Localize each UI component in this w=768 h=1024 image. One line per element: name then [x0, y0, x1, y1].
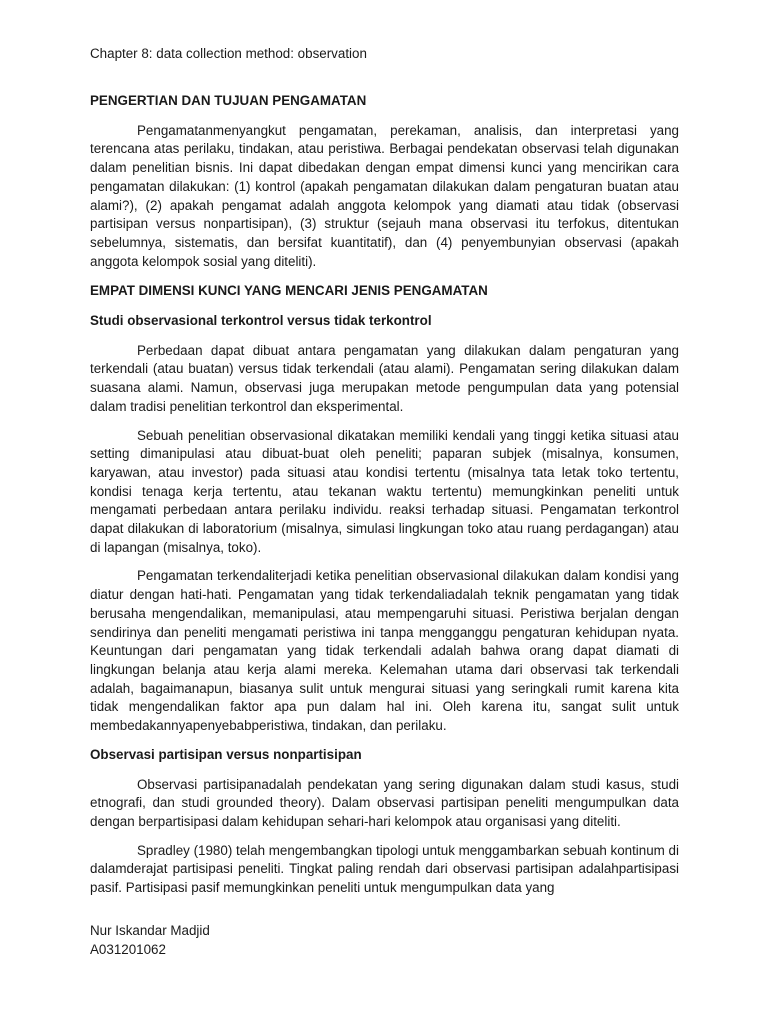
author-name: Nur Iskandar Madjid — [90, 923, 210, 938]
paragraph: Observasi partisipanadalah pendekatan yang sering digunakan dalam studi kasus, studi etnografi, dan studi grounded theory). Dalam observasi partisipan peneliti mengumpulkan data dengan berpartisipasi dalam kehidupan sehari-hari kelompok atau organisasi yang diteliti. — [90, 776, 679, 829]
section-title-empat-dimensi: EMPAT DIMENSI KUNCI YANG MENCARI JENIS PENGAMATAN — [90, 283, 488, 299]
paragraph: Perbedaan dapat dibuat antara pengamatan yang dilakukan dalam pengaturan yang terkendali (atau buatan) versus tidak terkendali (atau alami). Pengamatan sering dilakukan dalam suasana alami. Namun, observasi juga merupakan metode pengumpulan data yang potensial dalam tradisi penelitian terkontrol dan eksperimental. — [90, 342, 679, 414]
subsection-title-terkontrol: Studi observasional terkontrol versus tidak terkontrol — [90, 313, 432, 329]
paragraph: Spradley (1980) telah mengembangkan tipologi untuk menggambarkan sebuah kontinum di dalamderajat partisipasi peneliti. Tingkat paling rendah dari observasi partisipan adalahpartisipasi pasif. Partisipasi pasif memungkinkan peneliti untuk mengumpulkan data yang — [90, 842, 679, 896]
student-id: A031201062 — [90, 941, 166, 957]
page-footer — [90, 922, 210, 959]
subsection-title-partisipan: Observasi partisipan versus nonpartisipan — [90, 746, 362, 762]
chapter-header: Chapter 8: data collection method: observation — [90, 46, 367, 61]
paragraph: Pengamatanmenyangkut pengamatan, perekaman, analisis, dan interpretasi yang terencana atas perilaku, tindakan, atau peristiwa. Berbagai pendekatan observasi telah digunakan dalam penelitian bisnis. Ini dapat dibedakan dengan empat dimensi kunci yang mencirikan cara pengamatan dilakukan: (1) kontrol (apakah pengamatan dilakukan dalam pengaturan buatan atau alami?), (2) apakah pengamat adalah anggota kelompok yang diamati atau tidak (observasi partisipan versus nonpartisipan), (3) struktur (sejauh mana observasi itu terfokus, ditentukan sebelumnya, sistematis, dan bersifat kuantitatif), dan (4) penyembunyian observasi (apakah anggota kelompok sosial yang diteliti). — [90, 122, 679, 269]
paragraph: Pengamatan terkendaliterjadi ketika penelitian observasional dilakukan dalam kondisi yang diatur dengan hati-hati. Pengamatan yang tidak terkendaliadalah teknik pengamatan yang tidak berusaha mengendalikan, memanipulasi, atau mempengaruhi situasi. Peristiwa berjalan dengan sendirinya dan peneliti mengamati peristiwa ini tanpa mengganggu pengaturan kehidupan nyata. Keuntungan dari pengamatan yang tidak terkendali adalah bahwa orang dapat diamati di lingkungan belanja atau kerja alami mereka. Kelemahan utama dari observasi tak terkendali adalah, bagaimanapun, biasanya sulit untuk mengurai situasi yang seringkali rumit karena kita tidak mengendalikan faktor apa pun dalam hal ini. Oleh karena itu, sangat sulit untuk membedakannyapenyebabperistiwa, tindakan, dan perilaku. — [90, 568, 679, 734]
paragraph: Sebuah penelitian observasional dikatakan memiliki kendali yang tinggi ketika situasi atau setting dimanipulasi atau dibuat-buat oleh peneliti; paparan subjek (misalnya, konsumen, karyawan, atau investor) pada situasi atau kondisi tertentu (misalnya tata letak toko tertentu, kondisi tenaga kerja tertentu, atau tekanan waktu tertentu) memungkinkan peneliti untuk mengamati perbedaan antara perilaku individu. reaksi terhadap situasi. Pengamatan terkontrol dapat dilakukan di laboratorium (misalnya, simulasi lingkungan toko atau ruang perdagangan) atau di lapangan (misalnya, toko). — [90, 427, 679, 555]
section-title-pengertian: PENGERTIAN DAN TUJUAN PENGAMATAN — [90, 93, 367, 108]
document-body — [90, 92, 679, 908]
